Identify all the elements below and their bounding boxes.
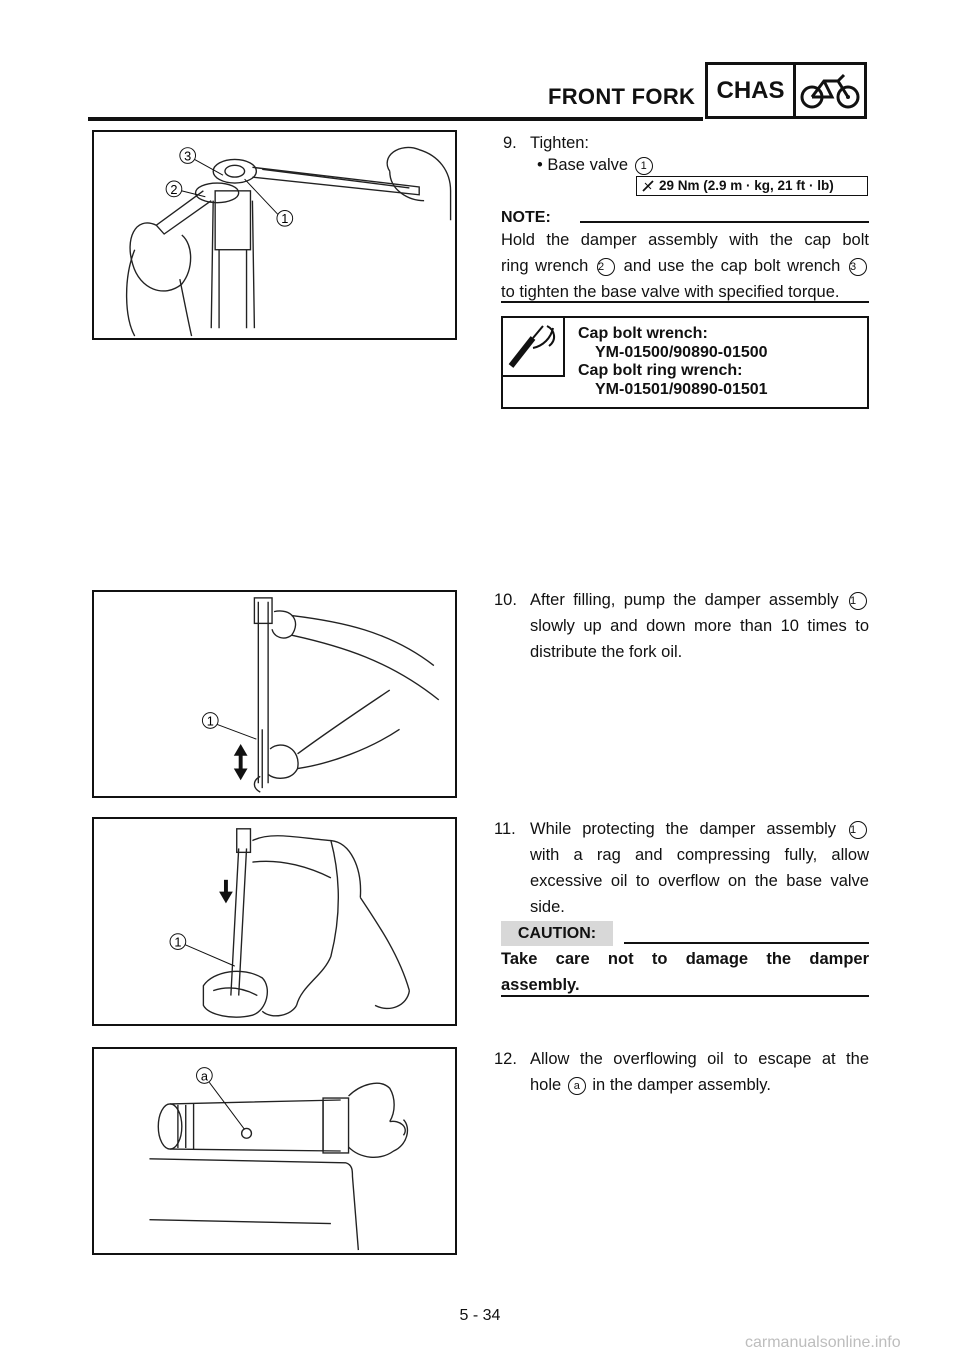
ref-callout: 3 [849, 258, 867, 276]
ref-callout: 1 [849, 821, 867, 839]
step-11-line-2: with a rag and compressing fully, allow [530, 846, 869, 864]
header-rule [88, 117, 703, 121]
up-down-arrow-icon [234, 744, 248, 780]
step-10-line-1 [530, 587, 869, 613]
ref-callout: 1 [849, 592, 867, 610]
step-12-line-1: Allow the overflowing oil to escape at the [530, 1050, 869, 1068]
ref-callout: 1 [635, 157, 653, 175]
step-9-bullet-text: Base valve [547, 156, 629, 174]
section-badge [705, 62, 867, 119]
step-9-bullet [537, 152, 655, 178]
section-label: CHAS [708, 65, 796, 116]
step-10-line-2: slowly up and down more than 10 times to [530, 617, 869, 635]
figure-pump-damper [92, 590, 457, 798]
ref-callout: a [568, 1077, 586, 1095]
torque-spec [636, 176, 868, 196]
note-label: NOTE: [501, 209, 551, 226]
ref-callout: 2 [597, 258, 615, 276]
torque-value: 29 Nm (2.9 m · kg, 21 ft · lb) [659, 178, 834, 193]
step-12-line-2b: in the damper assembly. [592, 1076, 771, 1094]
motorcycle-icon [796, 65, 864, 116]
page-title: FRONT FORK [548, 84, 696, 109]
caution-bottom-rule [501, 995, 869, 997]
step-10-text [530, 587, 869, 665]
figure-base-valve-tightening [92, 130, 457, 340]
page-number: 5 - 34 [459, 1307, 501, 1324]
fig2-callout-1: 1 [206, 713, 214, 729]
figure-compress-damper [92, 817, 457, 1026]
watermark: carmanualsonline.info [745, 1334, 901, 1351]
step-11-line-1 [530, 816, 869, 842]
fig1-callout-3: 3 [184, 148, 192, 164]
note-bottom-rule [501, 301, 869, 303]
step-12-number: 12. [494, 1050, 517, 1068]
note-line-3: to tighten the base valve with specified torque. [501, 283, 840, 301]
caution-label: CAUTION: [501, 921, 613, 946]
torque-wrench-icon [641, 179, 655, 193]
caution-line-2: assembly. [501, 976, 580, 994]
tool-2-number: YM-01501/90890-01501 [595, 380, 768, 398]
tool-list [578, 325, 768, 399]
caution-line-1: Take care not to damage the damper [501, 950, 869, 968]
caution-text [501, 946, 869, 998]
note-line-2 [501, 253, 869, 279]
tool-1-number: YM-01500/90890-01500 [595, 343, 768, 361]
fig4-callout-a: a [200, 1068, 208, 1084]
step-12-line-2 [530, 1072, 869, 1098]
tool-1-name: Cap bolt wrench: [578, 325, 708, 342]
step-12-line-2a: hole [530, 1076, 562, 1094]
caution-top-rule [624, 942, 869, 944]
note-line-2a: ring wrench [501, 257, 589, 275]
note-top-rule [580, 221, 869, 223]
step-11-line-3: excessive oil to overflow on the base valve [530, 872, 869, 890]
fig1-callout-2: 2 [170, 181, 178, 197]
note-line-1: Hold the damper assembly with the cap bolt [501, 231, 869, 249]
bullet-dot: • [537, 156, 543, 174]
step-9-text: Tighten: [530, 134, 590, 152]
special-tools-box [501, 316, 869, 409]
note-line-2b: and use the cap bolt wrench [623, 257, 841, 275]
step-12-text [530, 1046, 869, 1098]
step-11-line-1-text: While protecting the damper assembly [530, 820, 837, 838]
step-10-line-3: distribute the fork oil. [530, 643, 683, 661]
tool-2-name: Cap bolt ring wrench: [578, 362, 743, 379]
down-arrow-icon [219, 880, 233, 904]
step-9-number: 9. [503, 134, 517, 152]
step-11-line-4: side. [530, 898, 565, 916]
special-tool-icon [503, 318, 565, 377]
fig3-callout-1: 1 [174, 934, 182, 950]
step-11-number: 11. [494, 820, 516, 838]
step-10-number: 10. [494, 591, 517, 609]
note-text [501, 227, 869, 305]
step-11-text [530, 816, 869, 920]
figure-oil-hole [92, 1047, 457, 1255]
fig1-callout-1: 1 [281, 211, 289, 227]
step-10-line-1-text: After filling, pump the damper assembly [530, 591, 839, 609]
